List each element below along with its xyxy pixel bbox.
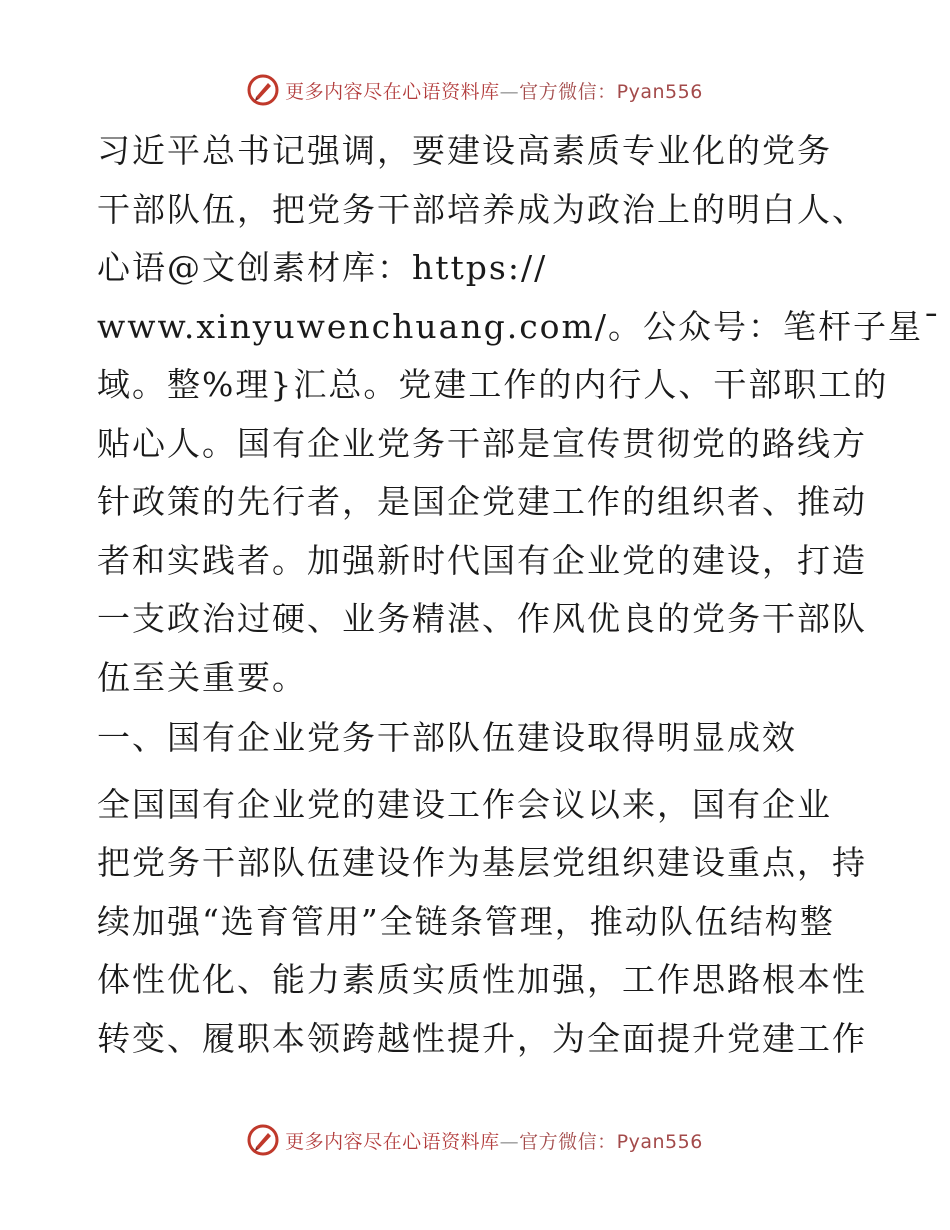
document-body <box>97 122 942 1068</box>
text-line: 心语@文创素材库：https:// <box>97 248 548 287</box>
text-line: 体性优化、能力素质实质性加强，工作思路根本性 <box>97 960 867 999</box>
text-line: 把党务干部队伍建设作为基层党组织建设重点，持 <box>97 843 867 882</box>
pen-logo-icon <box>247 74 279 106</box>
banner-wechat: 官方微信：Pyan556 <box>519 1130 703 1153</box>
footer-banner <box>0 1120 950 1160</box>
banner-text <box>285 77 703 104</box>
text-line: 转变、履职本领跨越性提升，为全面提升党建工作 <box>97 1018 867 1058</box>
text-line: 习近平总书记强调，要建设高素质专业化的党务 <box>97 131 832 170</box>
text-line: 一支政治过硬、业务精湛、作风优良的党务干部队 <box>97 599 867 638</box>
banner-wechat: 官方微信：Pyan556 <box>519 80 703 103</box>
text-line: 干部队伍，把党务干部培养成为政治上的明白人、 <box>97 189 867 229</box>
text-line: 贴心人。国有企业党务干部是宣传贯彻党的路线方 <box>97 423 867 463</box>
text-line: 全国国有企业党的建设工作会议以来，国有企业 <box>97 784 832 824</box>
banner-title: 更多内容尽在心语资料库 <box>285 1130 500 1153</box>
section-heading: 一、国有企业党务干部队伍建设取得明显成效 <box>97 718 797 757</box>
paragraph-intro <box>97 122 942 707</box>
text-line: 伍至关重要。 <box>97 657 307 697</box>
header-banner <box>0 70 950 110</box>
text-line: 针政策的先行者，是国企党建工作的组织者、推动 <box>97 482 867 521</box>
text-line: 者和实践者。加强新时代国有企业党的建设，打造 <box>97 540 867 580</box>
banner-separator: — <box>499 80 520 103</box>
text-line: www.xinyuwenchuang.com/。公众号：笔杆子星¯ <box>97 306 942 346</box>
banner-title: 更多内容尽在心语资料库 <box>285 80 500 103</box>
text-line: 续加强“选育管用”全链条管理，推动队伍结构整 <box>97 901 835 941</box>
pen-logo-icon <box>247 1124 279 1156</box>
text-line: 域。整%理}汇总。党建工作的内行人、干部职工的 <box>97 365 889 404</box>
banner-text <box>285 1127 703 1154</box>
paragraph-section-one <box>97 776 867 1069</box>
banner-separator: — <box>499 1130 520 1153</box>
